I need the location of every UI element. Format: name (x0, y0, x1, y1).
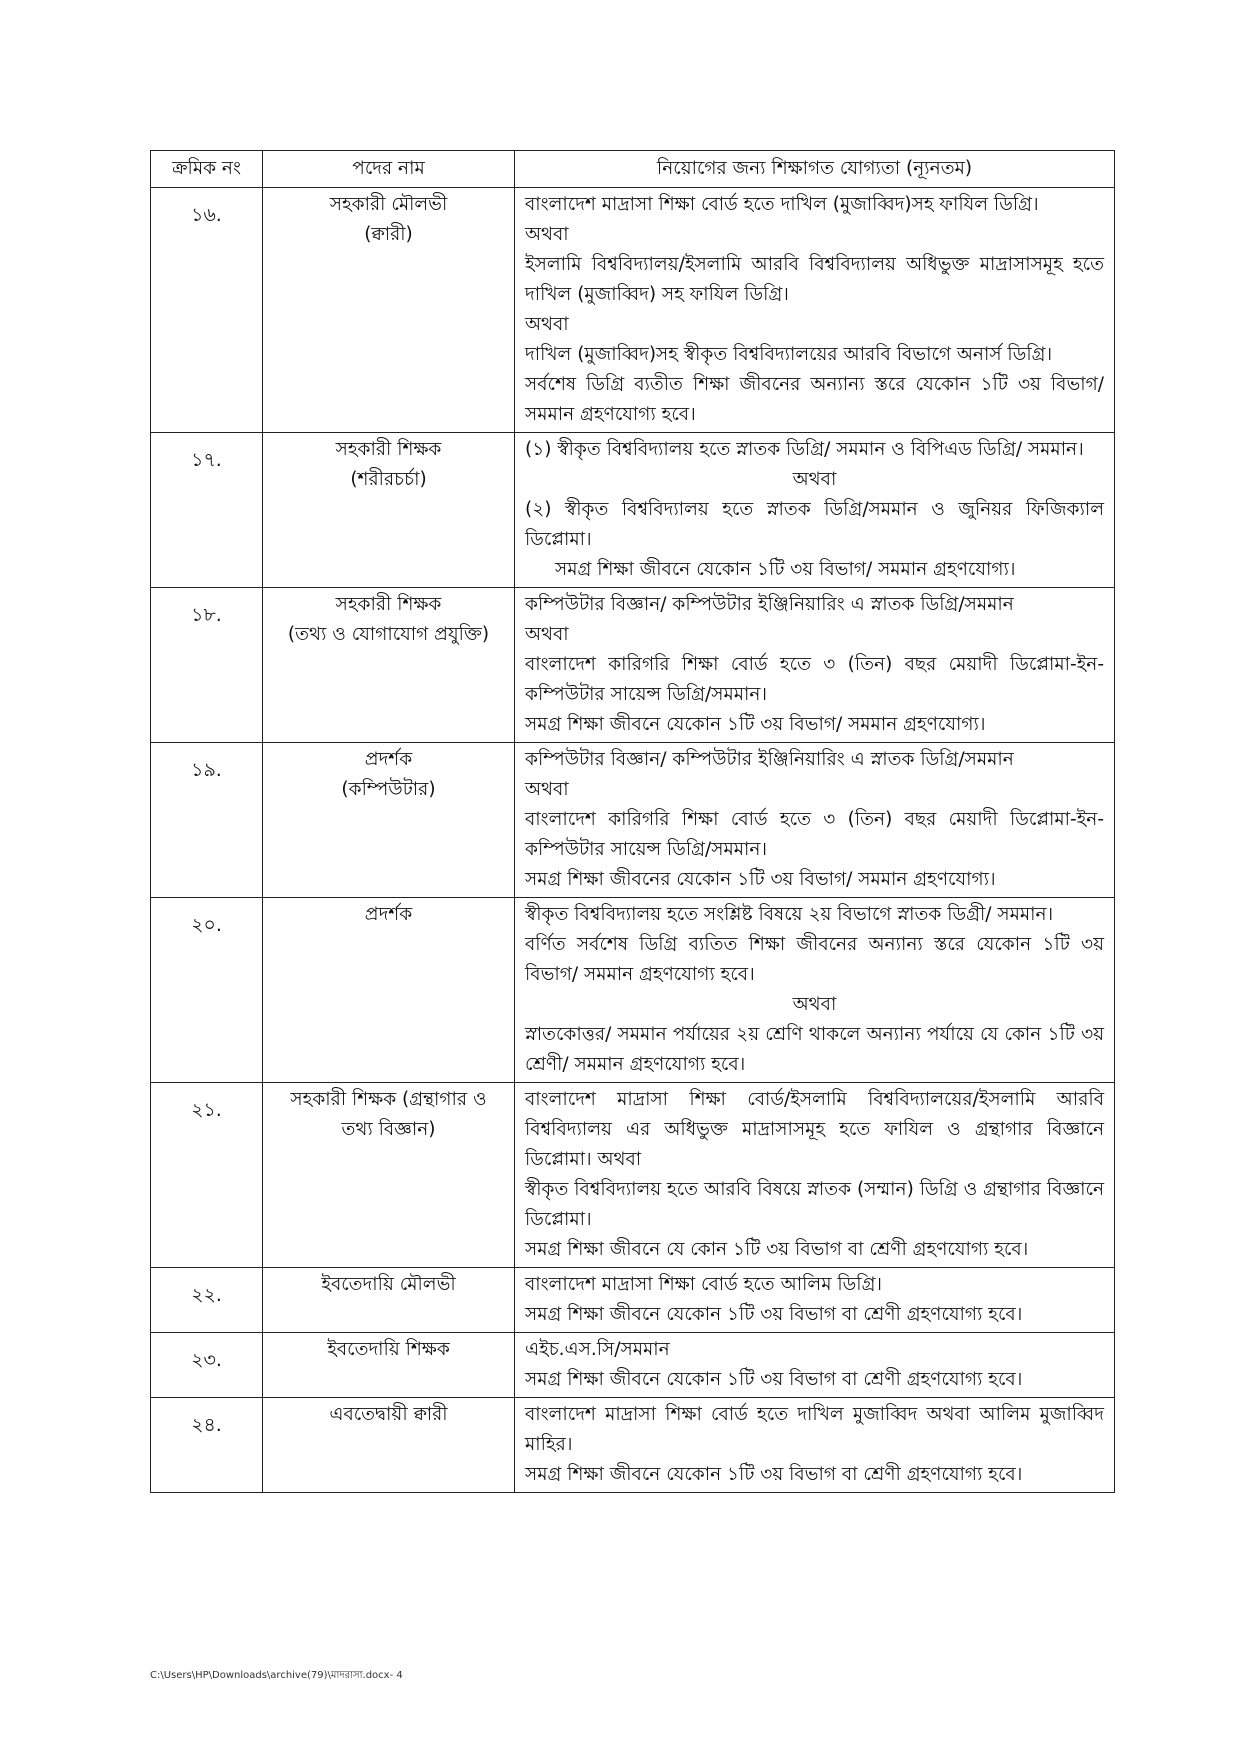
post-name-line: সহকারী শিক্ষক (335, 439, 442, 460)
table-row (151, 898, 1115, 1083)
qualification (515, 433, 1115, 588)
post-name (263, 1333, 515, 1398)
qualification-line: এইচ.এস.সি/সমমান (525, 1339, 670, 1360)
qualification (515, 1398, 1115, 1493)
qualification-line: বর্ণিত সর্বশেষ ডিগ্রি ব্যতিত শিক্ষা জীবনের অন্যান্য স্তরে যেকোন ১টি ৩য় বিভাগ/ সমমান গ্রহণযোগ্য হবে। (525, 934, 1104, 985)
qualification-line: বাংলাদেশ মাদ্রাসা শিক্ষা বোর্ড হতে দাখিল মুজাব্বিদ অথবা আলিম মুজাব্বিদ মাহির। (525, 1404, 1104, 1455)
post-name-line: ইবতেদায়ি শিক্ষক (327, 1339, 450, 1360)
qualification-line: সমগ্র শিক্ষা জীবনের যেকোন ১টি ৩য় বিভাগ/ সমমান গ্রহণযোগ্য। (525, 869, 996, 890)
post-name-line: প্রদর্শক (364, 904, 413, 925)
post-name-line: (শরীরচর্চা) (350, 469, 427, 490)
qualification-line: বাংলাদেশ মাদ্রাসা শিক্ষা বোর্ড হতে দাখিল (মুজাব্বিদ)সহ ফাযিল ডিগ্রি। (525, 194, 1039, 215)
post-name (263, 898, 515, 1083)
post-name (263, 743, 515, 898)
qualification-line: বাংলাদেশ মাদ্রাসা শিক্ষা বোর্ড/ইসলামি বিশ্ববিদ্যালয়ের/ইসলামি আরবি বিশ্ববিদ্যালয় এর অধিভুক্ত মাদ্রাসাসমূহ হতে ফাযিল ও গ্রন্থাগার বিজ্ঞানে ডিপ্লোমা। অথবা (525, 1089, 1104, 1170)
post-name-line: (তথ্য ও যোগাযোগ প্রযুক্তি) (287, 624, 490, 645)
header-post-name: পদের নাম (263, 151, 515, 188)
qualification-line: কম্পিউটার বিজ্ঞান/ কম্পিউটার ইঞ্জিনিয়ারিং এ স্নাতক ডিগ্রি/সমমান (525, 749, 1014, 770)
post-name (263, 1083, 515, 1268)
qualification (515, 588, 1115, 743)
qualification-line: অথবা (525, 314, 569, 335)
serial-number: ১৭. (151, 433, 263, 588)
qualification-line: অথবা (525, 779, 569, 800)
serial-number: ২২. (151, 1268, 263, 1333)
qualification-line: কম্পিউটার বিজ্ঞান/ কম্পিউটার ইঞ্জিনিয়ারিং এ স্নাতক ডিগ্রি/সমমান (525, 594, 1014, 615)
qualification-line: সমগ্র শিক্ষা জীবনে যেকোন ১টি ৩য় বিভাগ বা শ্রেণী গ্রহণযোগ্য হবে। (525, 1369, 1023, 1390)
qualification-line: সমগ্র শিক্ষা জীবনে যেকোন ১টি ৩য় বিভাগ/ সমমান গ্রহণযোগ্য। (555, 559, 1016, 580)
qualification-line: সমগ্র শিক্ষা জীবনে যেকোন ১টি ৩য় বিভাগ বা শ্রেণী গ্রহণযোগ্য হবে। (525, 1464, 1023, 1485)
qualification (515, 188, 1115, 433)
qualification-line: দাখিল (মুজাব্বিদ)সহ স্বীকৃত বিশ্ববিদ্যালয়ের আরবি বিভাগে অনার্স ডিগ্রি। (525, 344, 1053, 365)
serial-number: ২০. (151, 898, 263, 1083)
table-header-row (151, 151, 1115, 188)
qualification-line: অথবা (792, 469, 837, 490)
qualification-line: (২) স্বীকৃত বিশ্ববিদ্যালয় হতে স্নাতক ডিগ্রি/সমমান ও জুনিয়র ফিজিক্যাল ডিপ্লোমা। (525, 499, 1104, 550)
serial-number: ২৪. (151, 1398, 263, 1493)
qualification-line: ইসলামি বিশ্ববিদ্যালয়/ইসলামি আরবি বিশ্ববিদ্যালয় অধিভুক্ত মাদ্রাসাসমূহ হতে দাখিল (মুজাব্বিদ) সহ ফাযিল ডিগ্রি। (525, 254, 1104, 305)
post-name-line: সহকারী মৌলভী (329, 194, 448, 215)
qualification-line: সমগ্র শিক্ষা জীবনে যে কোন ১টি ৩য় বিভাগ বা শ্রেণী গ্রহণযোগ্য হবে। (525, 1239, 1029, 1260)
qualification-line: অথবা (525, 224, 569, 245)
post-name-line: (কম্পিউটার) (341, 779, 436, 800)
qualification-line: বাংলাদেশ মাদ্রাসা শিক্ষা বোর্ড হতে আলিম ডিগ্রি। (525, 1274, 883, 1295)
post-name-line: সহকারী শিক্ষক (গ্রন্থাগার ও (290, 1089, 487, 1110)
table-row (151, 1268, 1115, 1333)
qualification-line: সমগ্র শিক্ষা জীবনে যেকোন ১টি ৩য় বিভাগ/ সমমান গ্রহণযোগ্য। (525, 714, 986, 735)
qualification-line: বাংলাদেশ কারিগরি শিক্ষা বোর্ড হতে ৩ (তিন) বছর মেয়াদী ডিপ্লোমা-ইন-কম্পিউটার সায়েন্স ডিগ্রি/সমমান। (525, 654, 1104, 705)
qualification (515, 898, 1115, 1083)
qualification-line: (১) স্বীকৃত বিশ্ববিদ্যালয় হতে স্নাতক ডিগ্রি/ সমমান ও বিপিএড ডিগ্রি/ সমমান। (525, 439, 1084, 460)
post-name-line: ইবতেদায়ি মৌলভী (321, 1274, 456, 1295)
table-row (151, 743, 1115, 898)
post-name (263, 188, 515, 433)
header-qualification: নিয়োগের জন্য শিক্ষাগত যোগ্যতা (ন্যূনতম) (515, 151, 1115, 188)
table-row (151, 1398, 1115, 1493)
post-name (263, 1398, 515, 1493)
qualification-line: বাংলাদেশ কারিগরি শিক্ষা বোর্ড হতে ৩ (তিন) বছর মেয়াদী ডিপ্লোমা-ইন-কম্পিউটার সায়েন্স ডিগ্রি/সমমান। (525, 809, 1104, 860)
file-path-footer: C:\Users\HP\Downloads\archive(79)\মাদরাসা.docx- 4 (150, 1670, 403, 1681)
qualification-line: অথবা (525, 624, 569, 645)
post-name-line: এবতেদ্বায়ী ক্বারী (329, 1404, 448, 1425)
table-row (151, 1333, 1115, 1398)
qualification (515, 1333, 1115, 1398)
serial-number: ১৯. (151, 743, 263, 898)
post-name-line: প্রদর্শক (364, 749, 413, 770)
serial-number: ২১. (151, 1083, 263, 1268)
table-row (151, 1083, 1115, 1268)
qualification (515, 1268, 1115, 1333)
qualification-line: সর্বশেষ ডিগ্রি ব্যতীত শিক্ষা জীবনের অন্যান্য স্তরে যেকোন ১টি ৩য় বিভাগ/ সমমান গ্রহণযোগ্য হবে। (525, 374, 1104, 425)
post-name-line: (ক্বারী) (364, 224, 413, 245)
qualification-line: অথবা (792, 994, 837, 1015)
post-name (263, 588, 515, 743)
serial-number: ২৩. (151, 1333, 263, 1398)
qualification (515, 743, 1115, 898)
post-name-line: সহকারী শিক্ষক (335, 594, 442, 615)
post-name (263, 433, 515, 588)
qualification-line: স্বীকৃত বিশ্ববিদ্যালয় হতে আরবি বিষয়ে স্নাতক (সম্মান) ডিগ্রি ও গ্রন্থাগার বিজ্ঞানে ডিপ্লোমা। (525, 1179, 1104, 1230)
table-row (151, 433, 1115, 588)
post-name-line: তথ্য বিজ্ঞান) (341, 1119, 436, 1140)
post-name (263, 1268, 515, 1333)
serial-number: ১৬. (151, 188, 263, 433)
qualification-line: স্নাতকোত্তর/ সমমান পর্যায়ের ২য় শ্রেণি থাকলে অন্যান্য পর্যায়ে যে কোন ১টি ৩য় শ্রেণী/ সমমান গ্রহণযোগ্য হবে। (525, 1024, 1104, 1075)
serial-number: ১৮. (151, 588, 263, 743)
table-row (151, 188, 1115, 433)
qualification-line: স্বীকৃত বিশ্ববিদ্যালয় হতে সংশ্লিষ্ট বিষয়ে ২য় বিভাগে স্নাতক ডিগ্রী/ সমমান। (525, 904, 1054, 925)
table-row (151, 588, 1115, 743)
qualification-line: সমগ্র শিক্ষা জীবনে যেকোন ১টি ৩য় বিভাগ বা শ্রেণী গ্রহণযোগ্য হবে। (525, 1304, 1023, 1325)
qualification-table (150, 150, 1115, 1493)
header-serial: ক্রমিক নং (151, 151, 263, 188)
qualification (515, 1083, 1115, 1268)
